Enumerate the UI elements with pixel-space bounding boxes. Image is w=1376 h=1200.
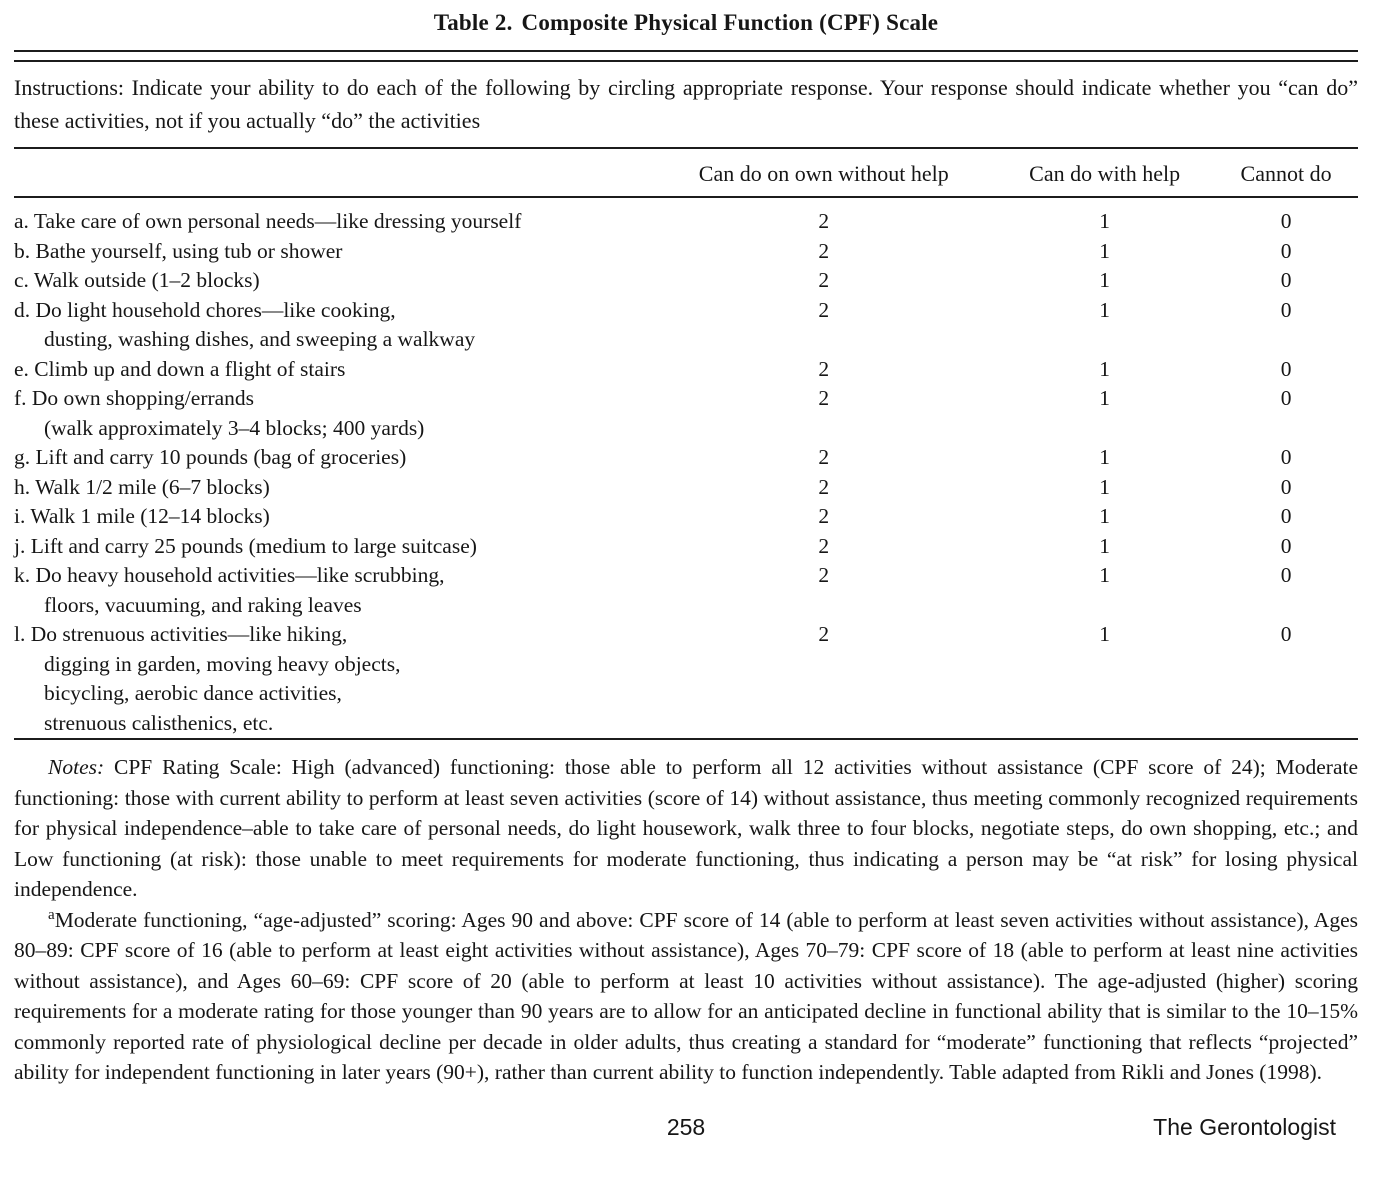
table-title — [14, 10, 1358, 36]
activity-cell — [14, 237, 652, 267]
journal-name: The Gerontologist — [1153, 1113, 1336, 1140]
notes-label: Notes: — [48, 755, 105, 779]
activity-line-continuation: digging in garden, moving heavy objects, — [44, 651, 401, 676]
score-value: 0 — [1280, 297, 1292, 322]
activity-cell — [14, 296, 652, 355]
activity-cell — [14, 266, 652, 296]
score-value: 2 — [818, 209, 830, 233]
score-value: 0 — [1280, 268, 1292, 292]
activity-cell — [14, 473, 652, 503]
header-row — [14, 149, 1358, 197]
activity-cell — [14, 620, 652, 738]
score-value: 2 — [818, 445, 830, 469]
table-row — [14, 197, 1358, 237]
score-value: 1 — [1099, 445, 1111, 469]
cpf-table-header — [14, 149, 1358, 197]
score-value: 2 — [818, 563, 830, 587]
score-value: 1 — [1099, 533, 1111, 558]
score-value: 0 — [1280, 445, 1292, 469]
footnote-marker: a — [48, 906, 55, 923]
activity-line: f. Do own shopping/errands — [14, 386, 255, 410]
cpf-table-body — [14, 197, 1358, 738]
rule-below-table — [14, 738, 1358, 740]
activity-column-header — [14, 149, 652, 197]
score-value: 1 — [1099, 268, 1111, 292]
score-value: 0 — [1280, 356, 1292, 381]
table-title-text: Composite Physical Function (CPF) Scale — [521, 10, 939, 35]
cpf-scale-table — [14, 149, 1358, 738]
score-value: 1 — [1099, 209, 1111, 233]
double-rule-top — [14, 50, 1358, 62]
score-value: 0 — [1280, 563, 1292, 587]
table-row — [14, 620, 1358, 738]
score-value: 0 — [1280, 386, 1292, 410]
score-value: 2 — [818, 386, 830, 410]
score-value: 2 — [818, 238, 830, 263]
table-row — [14, 473, 1358, 503]
activity-line: j. Lift and carry 25 pounds (medium to large suitcase) — [14, 533, 477, 558]
activity-line: e. Climb up and down a flight of stairs — [14, 356, 346, 381]
activity-line: k. Do heavy household activities—like scrubbing, — [14, 563, 445, 587]
score-value: 1 — [1099, 563, 1111, 587]
page-number: 258 — [666, 1113, 706, 1140]
activity-line: b. Bathe yourself, using tub or shower — [14, 238, 343, 263]
score-value: 2 — [818, 297, 830, 322]
instructions-text: Instructions: Indicate your ability to do each of the following by circling appropriate response. Your response should indicate whether you “can do” these activities, not if you actually “do” the activities — [14, 75, 1358, 133]
score-value: 2 — [818, 533, 830, 558]
activity-line-continuation: (walk approximately 3–4 blocks; 400 yards) — [44, 415, 425, 440]
score-value: 0 — [1280, 533, 1292, 558]
notes-text: CPF Rating Scale: High (advanced) functioning: those able to perform all 12 activities without assistance (CPF score of 24); Moderate functioning: those with current ability to perform at least seven activities (score of 14) without assistance, thus meeting commonly recognized requirements for physical independence–able to take care of personal needs, do light housework, walk three to four blocks, negotiate steps, do own shopping, etc.; and Low functioning (at risk): those unable to meet requirements for moderate functioning, thus indicating a person may be “at risk” for losing physical independence. — [14, 755, 1359, 901]
column-header-cannot-do: Cannot do — [1214, 149, 1358, 197]
table-row — [14, 384, 1358, 443]
activity-line: g. Lift and carry 10 pounds (bag of groceries) — [14, 445, 407, 469]
activity-cell — [14, 502, 652, 532]
score-value: 1 — [1099, 474, 1111, 499]
footnote-paragraph — [14, 905, 1358, 1088]
score-value: 0 — [1280, 238, 1292, 263]
activity-line: l. Do strenuous activities—like hiking, — [14, 622, 348, 646]
column-header-can-do-without-help: Can do on own without help — [652, 149, 995, 197]
journal-page — [14, 10, 1358, 1148]
score-value: 1 — [1099, 238, 1111, 263]
activity-line-continuation: dusting, washing dishes, and sweeping a walkway — [44, 327, 476, 351]
score-value: 2 — [818, 504, 830, 528]
score-value: 2 — [818, 356, 830, 381]
score-value: 2 — [818, 622, 830, 646]
table-row — [14, 561, 1358, 620]
activity-line: h. Walk 1/2 mile (6–7 blocks) — [14, 474, 270, 499]
table-row — [14, 355, 1358, 385]
score-value: 0 — [1280, 504, 1292, 528]
score-value: 0 — [1280, 622, 1292, 646]
activity-cell — [14, 384, 652, 443]
score-value: 1 — [1099, 297, 1111, 322]
table-row — [14, 502, 1358, 532]
activity-line: c. Walk outside (1–2 blocks) — [14, 268, 260, 292]
score-value: 1 — [1099, 622, 1111, 646]
score-value: 1 — [1099, 386, 1111, 410]
page-footer — [14, 1114, 1358, 1148]
notes-paragraph — [14, 752, 1358, 905]
activity-cell — [14, 197, 652, 237]
activity-line: i. Walk 1 mile (12–14 blocks) — [14, 504, 270, 528]
score-value: 0 — [1280, 474, 1292, 499]
activity-line: d. Do light household chores—like cooking, — [14, 297, 396, 322]
table-row — [14, 266, 1358, 296]
activity-line: a. Take care of own personal needs—like dressing yourself — [14, 209, 522, 233]
table-row — [14, 237, 1358, 267]
activity-cell — [14, 561, 652, 620]
activity-cell — [14, 532, 652, 562]
table-row — [14, 296, 1358, 355]
footnote-text: Moderate functioning, “age-adjusted” scoring: Ages 90 and above: CPF score of 14 (able to perform at least seven activities without assistance), Ages 80–89: CPF score of 16 (able to perform at least eight activities without assistance), Ages 70–79: CPF score of 18 (able to perform at least nine activities without assistance), and Ages 60–69: CPF score of 20 (able to perform at least 10 activities without assistance). The age-adjusted (higher) scoring requirements for a moderate rating for those younger than 90 years are to allow for an anticipated decline in functional ability that is similar to the 10–15% commonly reported rate of physiological decline per decade in older adults, thus creating a standard for “moderate” functioning that reflects “projected” ability for independent functioning in later years (90+), rather than current ability to function independently. Table adapted from Rikli and Jones (1998). — [14, 907, 1358, 1084]
score-value: 0 — [1280, 209, 1292, 233]
activity-cell — [14, 355, 652, 385]
table-number-label: Table 2. — [433, 10, 513, 35]
score-value: 1 — [1099, 504, 1111, 528]
score-value: 1 — [1099, 356, 1111, 381]
activity-cell — [14, 443, 652, 473]
column-header-can-do-with-help: Can do with help — [995, 149, 1214, 197]
score-value: 2 — [818, 268, 830, 292]
activity-line-continuation: strenuous calisthenics, etc. — [44, 710, 274, 735]
score-value: 2 — [818, 474, 830, 499]
activity-line-continuation: floors, vacuuming, and raking leaves — [44, 592, 362, 617]
table-row — [14, 443, 1358, 473]
table-row — [14, 532, 1358, 562]
table-notes — [14, 752, 1358, 1088]
activity-line-continuation: bicycling, aerobic dance activities, — [44, 681, 342, 705]
